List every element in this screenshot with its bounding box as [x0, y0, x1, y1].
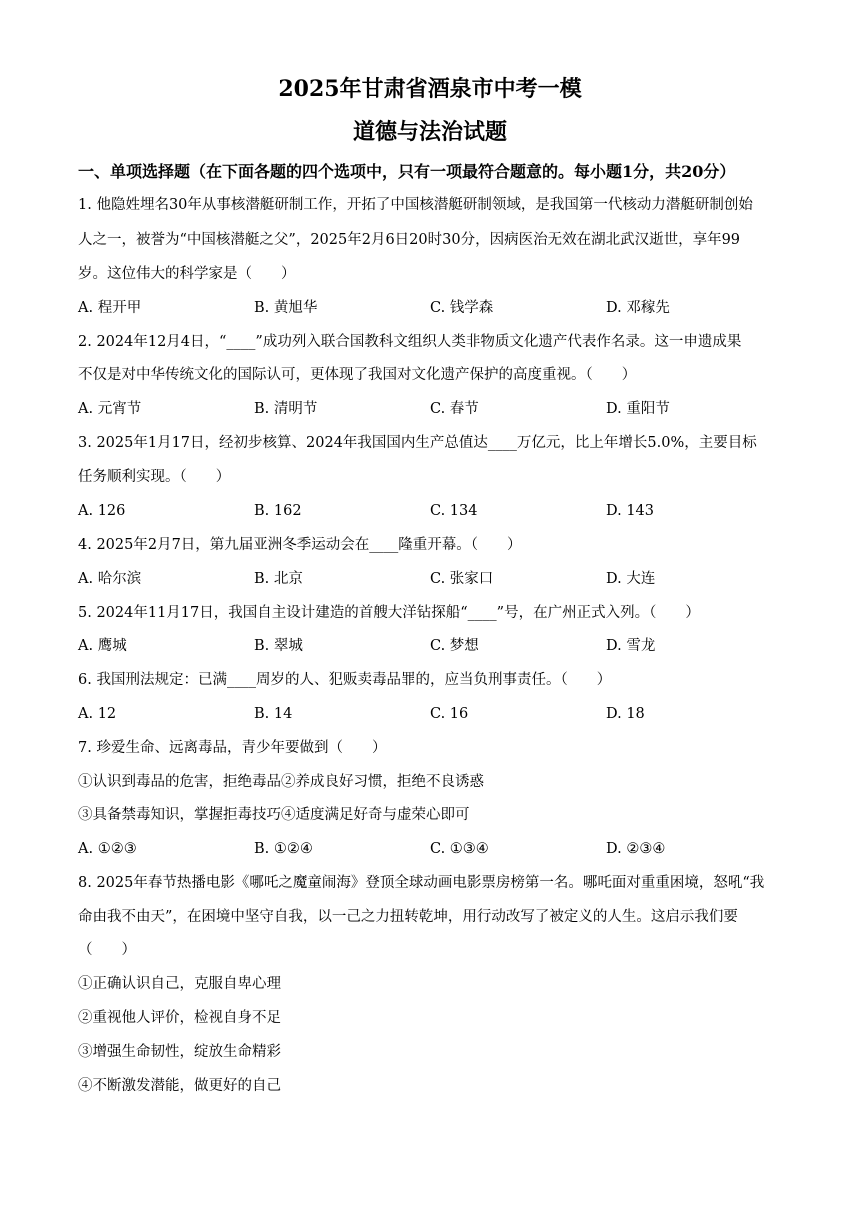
section-heading: 一、单项选择题（在下面各题的四个选项中，只有一项最符合题意的。每小题1分，共20分） [78, 162, 736, 181]
option-b: B. 清明节 [254, 401, 318, 417]
question-text-line: 4. 2025年2月7日，第九届亚洲冬季运动会在____隆重开幕。（ ） [78, 537, 522, 553]
statement-line: ③增强生命韧性，绽放生命精彩 [78, 1044, 281, 1060]
option-b: B. ①②④ [254, 841, 313, 857]
option-b: B. 翠城 [254, 638, 303, 654]
option-d: D. 邓稼先 [606, 300, 670, 316]
option-c: C. 134 [430, 503, 478, 519]
question-text-line: 3. 2025年1月17日，经初步核算、2024年我国国内生产总值达____万亿元，比上年增长5.0%，主要目标 [78, 435, 757, 451]
statement-line: ①正确认识自己，克服自卑心理 [78, 976, 281, 992]
option-b: B. 162 [254, 503, 302, 519]
option-d: D. 雪龙 [606, 638, 656, 654]
statement-line: ①认识到毒品的危害，拒绝毒品②养成良好习惯，拒绝不良诱惑 [78, 774, 484, 790]
option-b: B. 14 [254, 706, 293, 722]
option-d: D. 18 [606, 706, 645, 722]
question-text-line: （ ） [78, 942, 136, 958]
question-text-line: 6. 我国刑法规定：已满____周岁的人、犯贩卖毒品罪的，应当负刑事责任。（ ） [78, 672, 612, 688]
option-a: A. 哈尔滨 [78, 571, 142, 587]
options-row [78, 500, 798, 522]
question-text-line: 7. 珍爱生命、远离毒品，青少年要做到（ ） [78, 740, 387, 756]
option-a: A. ①②③ [78, 841, 137, 857]
option-c: C. 春节 [430, 401, 479, 417]
statement-line: ④不断激发潜能，做更好的自己 [78, 1078, 281, 1094]
question-text-line: 不仅是对中华传统文化的国际认可，更体现了我国对文化遗产保护的高度重视。（ ） [78, 367, 637, 383]
option-d: D. ②③④ [606, 841, 666, 857]
question-text-line: 任务顺利实现。（ ） [78, 469, 231, 485]
question-text-line: 1. 他隐姓埋名30年从事核潜艇研制工作，开拓了中国核潜艇研制领域，是我国第一代核动力潜艇研制创始 [78, 197, 753, 213]
question-text-line: 命由我不由天”，在困境中坚守自我，以一己之力扭转乾坤，用行动改写了被定义的人生。这启示我们要 [78, 909, 738, 925]
exam-subtitle: 道德与法治试题 [352, 119, 507, 145]
question-text-line: 8. 2025年春节热播电影《哪吒之魔童闹海》登顶全球动画电影票房榜第一名。哪吒面对重重困境，怒吼“我 [78, 875, 765, 891]
question-text-line: 人之一，被誉为“中国核潜艇之父”，2025年2月6日20时30分，因病医治无效在湖北武汉逝世，享年99 [78, 232, 741, 248]
exam-title: 2025年甘肃省酒泉市中考一模 [278, 76, 582, 102]
option-c: C. ①③④ [430, 841, 489, 857]
question-text-line: 5. 2024年11月17日，我国自主设计建造的首艘大洋钻探船“____”号，在广州正式入列。（ ） [78, 605, 700, 621]
option-c: C. 16 [430, 706, 469, 722]
options-row [78, 568, 798, 590]
option-d: D. 大连 [606, 571, 656, 587]
option-b: B. 黄旭华 [254, 300, 318, 316]
question-text-line: 2. 2024年12月4日，“____”成功列入联合国教科文组织人类非物质文化遗产代表作名录。这一申遗成果 [78, 334, 742, 350]
question-text-line: 岁。这位伟大的科学家是（ ） [78, 266, 296, 282]
options-row [78, 398, 798, 420]
statement-line: ③具备禁毒知识，掌握拒毒技巧④适度满足好奇与虚荣心即可 [78, 807, 470, 823]
option-a: A. 鹰城 [78, 638, 127, 654]
options-row [78, 703, 798, 725]
option-b: B. 北京 [254, 571, 303, 587]
option-c: C. 钱学森 [430, 300, 494, 316]
statement-line: ②重视他人评价，检视自身不足 [78, 1010, 281, 1026]
option-d: D. 143 [606, 503, 655, 519]
option-a: A. 元宵节 [78, 401, 142, 417]
option-a: A. 126 [78, 503, 126, 519]
option-d: D. 重阳节 [606, 401, 670, 417]
option-a: A. 12 [78, 706, 117, 722]
options-row [78, 838, 798, 860]
option-c: C. 梦想 [430, 638, 479, 654]
option-c: C. 张家口 [430, 571, 494, 587]
option-a: A. 程开甲 [78, 300, 142, 316]
options-row [78, 635, 798, 657]
options-row [78, 297, 798, 319]
